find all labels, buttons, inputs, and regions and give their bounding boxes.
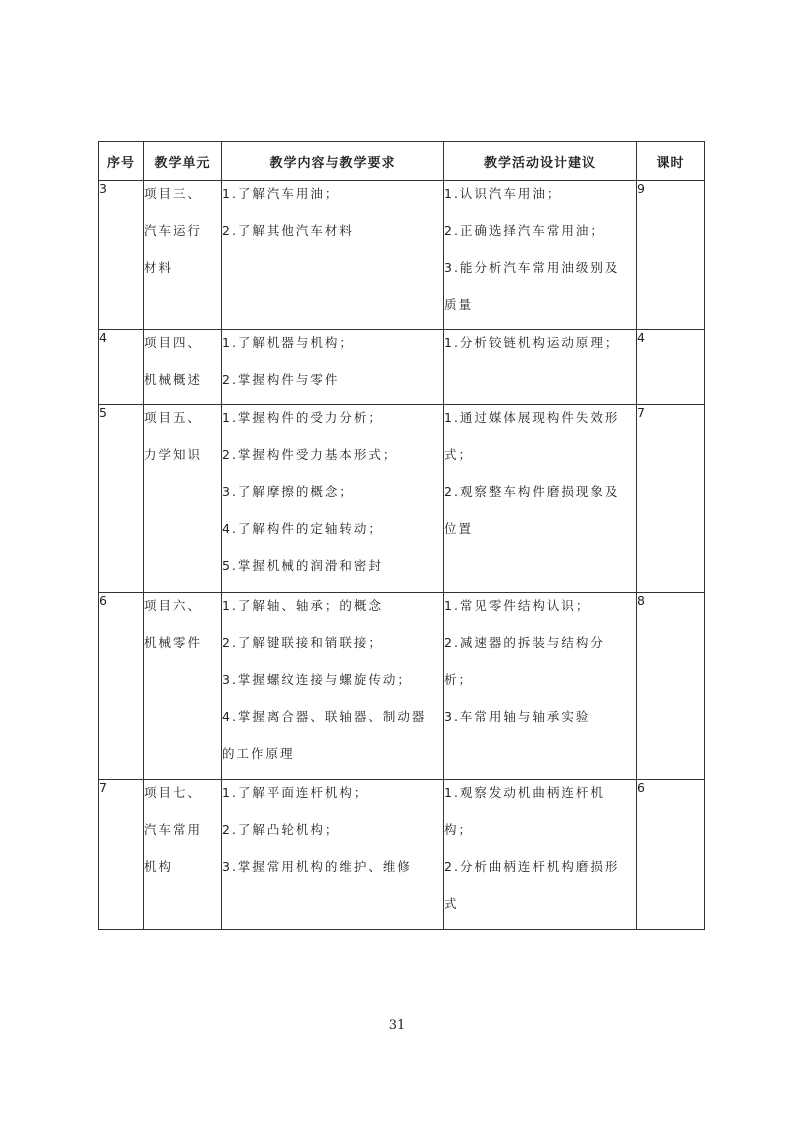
text-line: 4.了解构件的定轴转动； [222,521,383,536]
text-line: 1.认识汽车用油； [444,186,562,201]
text-line: 3.能分析汽车常用油级别及 [444,260,620,275]
text-line: 式 [444,896,459,911]
text-line: 1.了解汽车用油； [222,186,340,201]
row-activity [444,405,637,593]
text-line: 质量 [444,297,474,312]
text-line: 2.观察整车构件磨损现象及 [444,484,620,499]
text-line: 4.掌握离合器、联轴器、制动器 [222,709,427,724]
text-line: 2.掌握构件与零件 [222,372,340,387]
header-content: 教学内容与教学要求 [222,142,444,181]
course-table [98,141,705,930]
text-line: 1.观察发动机曲柄连杆机 [444,785,605,800]
row-hours: 9 [637,181,705,330]
row-number: 4 [99,330,144,405]
row-content [222,405,444,593]
table-row [99,593,705,780]
row-activity [444,780,637,930]
text-line: 3.车常用轴与轴承实验 [444,709,591,724]
text-line: 汽车常用 [144,822,203,837]
text-line: 3.掌握常用机构的维护、维修 [222,859,412,874]
text-line: 1.了解平面连杆机构； [222,785,369,800]
text-line: 2.了解凸轮机构； [222,822,340,837]
header-activity: 教学活动设计建议 [444,142,637,181]
row-number: 5 [99,405,144,593]
text-line: 3.掌握螺纹连接与螺旋传动； [222,672,412,687]
row-content [222,181,444,330]
text-line: 位置 [444,521,474,536]
text-line: 1.了解机器与机构； [222,335,354,350]
row-activity [444,181,637,330]
text-line: 项目四、 [144,335,203,350]
text-line: 的工作原理 [222,746,295,761]
text-line: 1.掌握构件的受力分析； [222,410,383,425]
header-unit: 教学单元 [144,142,222,181]
header-hours: 课时 [637,142,705,181]
text-line: 析； [444,672,474,687]
text-line: 机械零件 [144,635,203,650]
table-header-row [99,142,705,181]
row-content [222,330,444,405]
row-hours: 4 [637,330,705,405]
header-seq: 序号 [99,142,144,181]
text-line: 项目七、 [144,785,203,800]
row-content [222,593,444,780]
text-line: 项目三、 [144,186,203,201]
table-row [99,780,705,930]
text-line: 机构 [144,859,174,874]
text-line: 1.分析铰链机构运动原理； [444,335,620,350]
row-activity [444,330,637,405]
row-number: 6 [99,593,144,780]
text-line: 构； [444,822,474,837]
text-line: 1.通过媒体展现构件失效形 [444,410,620,425]
text-line: 5.掌握机械的润滑和密封 [222,558,383,573]
table-row [99,330,705,405]
row-unit [144,405,222,593]
text-line: 2.了解键联接和销联接； [222,635,383,650]
text-line: 汽车运行 [144,223,203,238]
row-number: 3 [99,181,144,330]
text-line: 2.分析曲柄连杆机构磨损形 [444,859,620,874]
row-number: 7 [99,780,144,930]
text-line: 式； [444,447,474,462]
row-content [222,780,444,930]
text-line: 3.了解摩擦的概念； [222,484,354,499]
text-line: 1.常见零件结构认识； [444,598,591,613]
text-line: 材料 [144,260,174,275]
page-number: 31 [388,1018,406,1033]
text-line: 1.了解轴、轴承；的概念 [222,598,383,613]
row-hours: 7 [637,405,705,593]
row-unit [144,593,222,780]
row-activity [444,593,637,780]
text-line: 项目六、 [144,598,203,613]
text-line: 机械概述 [144,372,203,387]
text-line: 2.正确选择汽车常用油； [444,223,605,238]
text-line: 2.掌握构件受力基本形式； [222,447,398,462]
row-unit [144,330,222,405]
text-line: 力学知识 [144,447,203,462]
row-hours: 6 [637,780,705,930]
table-row [99,405,705,593]
text-line: 2.了解其他汽车材料 [222,223,354,238]
row-hours: 8 [637,593,705,780]
table-row [99,181,705,330]
text-line: 项目五、 [144,410,203,425]
row-unit [144,181,222,330]
text-line: 2.减速器的拆装与结构分 [444,635,605,650]
row-unit [144,780,222,930]
